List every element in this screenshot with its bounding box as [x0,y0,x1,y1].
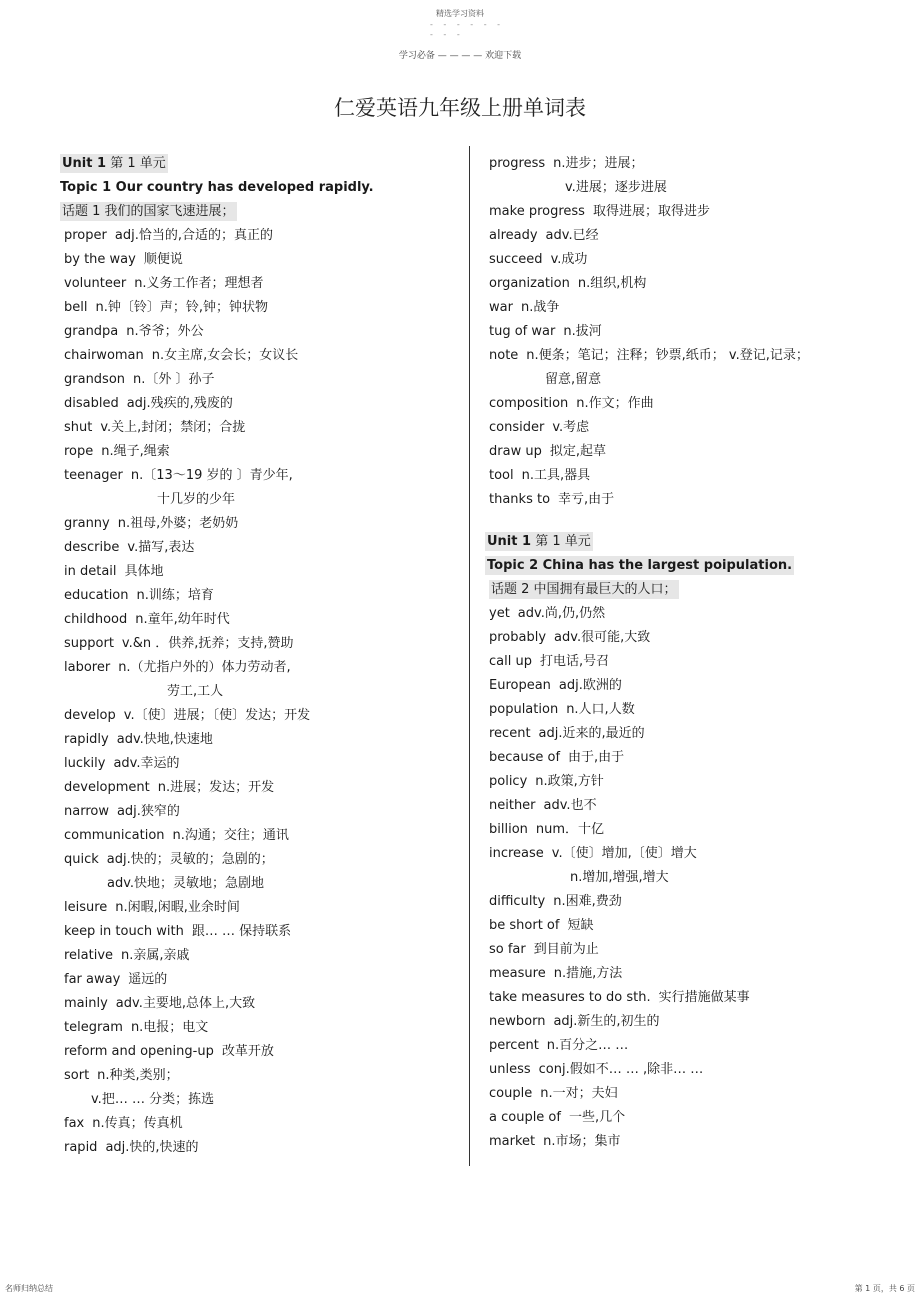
vocab-meaning: n.闲暇,闲暇,业余时间 [115,900,240,915]
vocab-entry [60,466,480,490]
vocab-word: childhood [64,612,128,627]
vocab-entry [60,394,480,418]
vocab-word: leisure [64,900,108,915]
vocab-word: newborn [489,1014,546,1029]
vocab-entry [485,772,905,796]
vocab-entry [60,658,480,682]
header-dashes-2: - - - [430,30,464,39]
vocab-entry [485,202,905,226]
vocab-meaning: n.女主席,女会长；女议长 [151,348,299,363]
vocab-entry [60,850,480,874]
vocab-entry [60,490,480,514]
vocab-meaning: adv.尚,仍,仍然 [517,606,606,621]
vocab-meaning: 幸亏,由于 [558,492,615,507]
vocab-meaning: v.〔使〕增加,〔使〕增大 [551,846,697,861]
vocab-word: probably [489,630,547,645]
vocab-word: rapid [64,1140,98,1155]
vocab-meaning: adj.新生的,初生的 [553,1014,660,1029]
vocab-entry [60,370,480,394]
vocab-entry [485,1084,905,1108]
vocab-entry [60,826,480,850]
vocab-meaning: adv.也不 [543,798,597,813]
vocab-meaning: v.描写,表达 [127,540,195,555]
vocab-entry [60,898,480,922]
vocab-meaning: 改革开放 [221,1044,274,1059]
vocab-meaning: adv.快地,快速地 [116,732,213,747]
vocab-meaning: conj.假如不… … ,除非… … [538,1062,704,1077]
vocab-meaning: v.进展；逐步进展 [565,180,667,195]
vocab-word: composition [489,396,569,411]
vocab-entry [60,922,480,946]
vocab-meaning: n.传真；传真机 [92,1116,183,1131]
vocab-word: consider [489,420,545,435]
vocab-meaning: v.成功 [550,252,588,267]
vocab-word: fax [64,1116,85,1131]
vocab-meaning: n.钟〔铃〕声；铃,钟；钟状物 [95,300,268,315]
vocab-word: because of [489,750,561,765]
unit-heading [485,532,905,556]
vocab-word: education [64,588,129,603]
vocab-entry [485,604,905,628]
vocab-entry [60,874,480,898]
vocab-entry [485,652,905,676]
vocab-entry [485,796,905,820]
vocab-entry [60,802,480,826]
vocab-entry [60,250,480,274]
vocab-word: difficulty [489,894,546,909]
vocab-meaning: n.措施,方法 [553,966,623,981]
vocab-word: note [489,348,519,363]
vocab-entry [485,346,905,370]
vocab-entry [485,178,905,202]
vocab-meaning: n.进展；发达；开发 [157,780,275,795]
vocab-entry [60,610,480,634]
vocab-meaning: n.亲属,亲戚 [121,948,190,963]
vocab-meaning: adv.快地；灵敏地；急剧地 [107,876,265,891]
vocab-entry [60,418,480,442]
vocab-meaning: n.训练；培育 [136,588,214,603]
vocab-entry [485,274,905,298]
footer-left: 名师归纳总结 [5,1284,53,1293]
unit-cn: 第 1 单元 [531,534,591,549]
vocab-word: grandson [64,372,126,387]
vocab-word: sort [64,1068,90,1083]
vocab-word: mainly [64,996,108,1011]
topic-cn: 话题 2 中国拥有最巨大的人口； [491,582,677,597]
vocab-entry [485,940,905,964]
vocab-entry [485,322,905,346]
vocab-entry [485,1036,905,1060]
vocab-meaning: adv.很可能,大致 [554,630,651,645]
vocab-word: couple [489,1086,533,1101]
vocab-word: population [489,702,559,717]
vocab-meaning: n.〔13～19 岁的 〕青少年, [130,468,293,483]
vocab-word: measure [489,966,546,981]
vocab-meaning: n.（尤指户外的）体力劳动者, [118,660,291,675]
vocab-word: thanks to [489,492,551,507]
vocab-entry [485,844,905,868]
vocab-word: develop [64,708,116,723]
vocab-word: luckily [64,756,106,771]
vocab-meaning: 实行措施做某事 [658,990,750,1005]
vocab-entry [60,586,480,610]
vocab-entry [60,1090,480,1114]
vocab-meaning: v.&n ．供养,抚养；支持,赞助 [121,636,294,651]
vocab-word: bell [64,300,88,315]
vocab-entry [60,1114,480,1138]
vocab-meaning: 留意,留意 [545,372,602,387]
vocab-meaning: 劳工,工人 [167,684,224,699]
vocab-meaning: adj.快的,快速的 [105,1140,199,1155]
vocab-entry [60,730,480,754]
vocab-word: make progress [489,204,585,219]
vocab-word: tool [489,468,514,483]
vocab-meaning: 顺便说 [143,252,183,267]
vocab-entry [60,1066,480,1090]
vocab-entry [485,700,905,724]
spacer [485,514,905,532]
vocab-word: increase [489,846,544,861]
vocab-entry [60,1018,480,1042]
vocab-word: development [64,780,150,795]
vocab-meaning: n.拔河 [563,324,602,339]
vocab-entry [485,442,905,466]
vocab-word: disabled [64,396,119,411]
vocab-word: relative [64,948,114,963]
vocab-word: European [489,678,551,693]
unit-cn: 第 1 单元 [106,156,166,171]
vocab-word: unless [489,1062,531,1077]
vocab-entry [485,820,905,844]
vocab-meaning: v.把… … 分类；拣选 [91,1092,215,1107]
vocab-meaning: n.一对；夫妇 [540,1086,618,1101]
header-subtitle: 学习必备 — — — — 欢迎下载 [398,51,522,61]
vocab-entry [485,394,905,418]
vocab-word: percent [489,1038,539,1053]
header-dashes: - - - - - - [430,20,505,29]
vocab-word: proper [64,228,107,243]
vocab-meaning: n.百分之… … [546,1038,629,1053]
vocab-word: billion [489,822,528,837]
vocab-meaning: adj.恰当的,合适的；真正的 [114,228,273,243]
vocab-meaning: adj.快的；灵敏的；急剧的； [106,852,274,867]
vocab-meaning: v.关上,封闭；禁闭；合拢 [100,420,246,435]
unit-label: Unit 1 [487,534,532,549]
vocab-meaning: 具体地 [124,564,164,579]
vocab-meaning: adv.已经 [545,228,599,243]
vocab-entry [485,466,905,490]
unit-heading [60,154,480,178]
vocab-meaning: num．十亿 [535,822,605,837]
vocab-meaning: 十几岁的少年 [157,492,236,507]
vocab-word: draw up [489,444,542,459]
vocab-entry [485,1012,905,1036]
vocab-entry [485,868,905,892]
vocab-word: support [64,636,114,651]
vocab-meaning: n.增加,增强,增大 [570,870,669,885]
vocab-entry [485,892,905,916]
vocab-meaning: 短缺 [567,918,594,933]
header-top: 精选学习资料 [436,9,484,18]
vocab-word: war [489,300,513,315]
vocab-entry [485,1060,905,1084]
vocab-meaning: adv.主要地,总体上,大致 [115,996,256,1011]
vocab-word: by the way [64,252,136,267]
vocab-word: rapidly [64,732,109,747]
vocab-word: yet [489,606,510,621]
vocab-entry [485,964,905,988]
vocab-word: keep in touch with [64,924,184,939]
vocab-meaning: n.爷爷；外公 [126,324,204,339]
vocab-word: market [489,1134,536,1149]
vocab-word: progress [489,156,546,171]
vocab-entry [485,490,905,514]
vocab-entry [60,970,480,994]
vocab-meaning: n.人口,人数 [566,702,635,717]
vocab-meaning: adv.幸运的 [113,756,180,771]
vocab-word: policy [489,774,528,789]
vocab-entry [60,298,480,322]
vocab-entry [60,562,480,586]
right-column [485,154,905,1156]
vocab-meaning: n.组织,机构 [577,276,647,291]
vocab-entry [60,1042,480,1066]
vocab-meaning: n.进步；进展； [553,156,644,171]
vocab-entry [60,442,480,466]
vocab-meaning: n.政策,方针 [535,774,604,789]
vocab-word: describe [64,540,120,555]
vocab-entry [60,946,480,970]
vocab-word: reform and opening-up [64,1044,214,1059]
vocab-word: volunteer [64,276,127,291]
vocab-meaning: n.便条；笔记；注释；钞票,纸币； v.登记,记录； [526,348,809,363]
vocab-word: call up [489,654,532,669]
vocab-entry [485,1132,905,1156]
vocab-word: a couple of [489,1110,561,1125]
vocab-word: so far [489,942,526,957]
vocab-meaning: adj.欧洲的 [558,678,622,693]
vocab-word: rope [64,444,94,459]
vocab-entry [485,250,905,274]
vocab-word: narrow [64,804,109,819]
vocab-word: teenager [64,468,123,483]
vocab-meaning: v.〔使〕进展；〔使〕发达；开发 [123,708,311,723]
vocab-list [485,604,905,1156]
vocab-entry [60,682,480,706]
vocab-meaning: v.考虑 [552,420,590,435]
vocab-entry [485,370,905,394]
vocab-entry [60,778,480,802]
vocab-entry [60,706,480,730]
topic-cn: 话题 1 我们的国家飞速进展； [62,204,235,219]
vocab-entry [60,994,480,1018]
vocab-entry [485,676,905,700]
vocab-list [60,226,480,1162]
topic-title: Topic 2 China has the largest poipulation. [487,558,793,573]
footer-page-number: 第 1 页，共 6 页 [854,1284,915,1293]
vocab-word: in detail [64,564,117,579]
vocab-word: far away [64,972,121,987]
vocab-meaning: adj.近来的,最近的 [538,726,645,741]
vocab-meaning: n.市场；集市 [543,1134,621,1149]
vocab-word: telegram [64,1020,123,1035]
vocab-meaning: n.种类,类别； [97,1068,179,1083]
vocab-meaning: n.义务工作者；理想者 [134,276,264,291]
vocab-meaning: n.童年,幼年时代 [135,612,230,627]
topic-title: Topic 1 Our country has developed rapidly. [60,180,374,195]
vocab-entry [60,634,480,658]
vocab-meaning: n.祖母,外婆；老奶奶 [117,516,239,531]
vocab-meaning: 跟… … 保持联系 [191,924,292,939]
vocab-meaning: 到目前为止 [533,942,599,957]
vocab-entry [60,1138,480,1162]
vocab-meaning: 拟定,起草 [549,444,606,459]
vocab-word: neither [489,798,536,813]
vocab-word: recent [489,726,531,741]
vocab-meaning: n.〔外 〕孙子 [133,372,215,387]
vocab-meaning: n.电报；电文 [130,1020,209,1035]
vocab-entry [60,322,480,346]
vocab-entry [485,1108,905,1132]
vocab-entry [485,916,905,940]
vocab-entry [60,346,480,370]
vocab-word: shut [64,420,93,435]
left-column [60,154,480,1162]
vocab-entry [60,754,480,778]
vocab-meaning: n.沟通；交往；通讯 [172,828,289,843]
unit-label: Unit 1 [62,156,107,171]
vocab-meaning: n.绳子,绳索 [101,444,170,459]
vocab-entry [485,226,905,250]
vocab-entry [485,988,905,1012]
vocab-entry [485,724,905,748]
page-title: 仁爱英语九年级上册单词表 [334,96,586,120]
vocab-meaning: 由于,由于 [568,750,625,765]
vocab-word: tug of war [489,324,556,339]
vocab-entry [485,298,905,322]
vocab-meaning: n.战争 [520,300,560,315]
vocab-meaning: 取得进展；取得进步 [592,204,710,219]
vocab-word: chairwoman [64,348,144,363]
vocab-word: be short of [489,918,560,933]
vocab-entry [60,538,480,562]
vocab-meaning: 打电话,号召 [539,654,610,669]
vocab-entry [60,274,480,298]
vocab-meaning: n.工具,器具 [521,468,591,483]
vocab-word: grandpa [64,324,119,339]
vocab-meaning: adj.狭窄的 [116,804,180,819]
vocab-meaning: n.作文；作曲 [576,396,654,411]
vocab-list [485,154,905,514]
vocab-meaning: adj.残疾的,残废的 [126,396,233,411]
vocab-meaning: 遥远的 [128,972,168,987]
vocab-word: laborer [64,660,111,675]
vocab-entry [485,418,905,442]
vocab-word: granny [64,516,110,531]
vocab-entry [485,628,905,652]
vocab-entry [485,748,905,772]
vocab-entry [485,154,905,178]
vocab-word: take measures to do sth. [489,990,651,1005]
vocab-entry [60,226,480,250]
vocab-meaning: 一些,几个 [568,1110,626,1125]
vocab-meaning: n.困难,费劲 [553,894,622,909]
vocab-word: quick [64,852,99,867]
vocab-word: organization [489,276,570,291]
vocab-word: already [489,228,538,243]
vocab-word: succeed [489,252,543,267]
vocab-word: communication [64,828,165,843]
vocab-entry [60,514,480,538]
